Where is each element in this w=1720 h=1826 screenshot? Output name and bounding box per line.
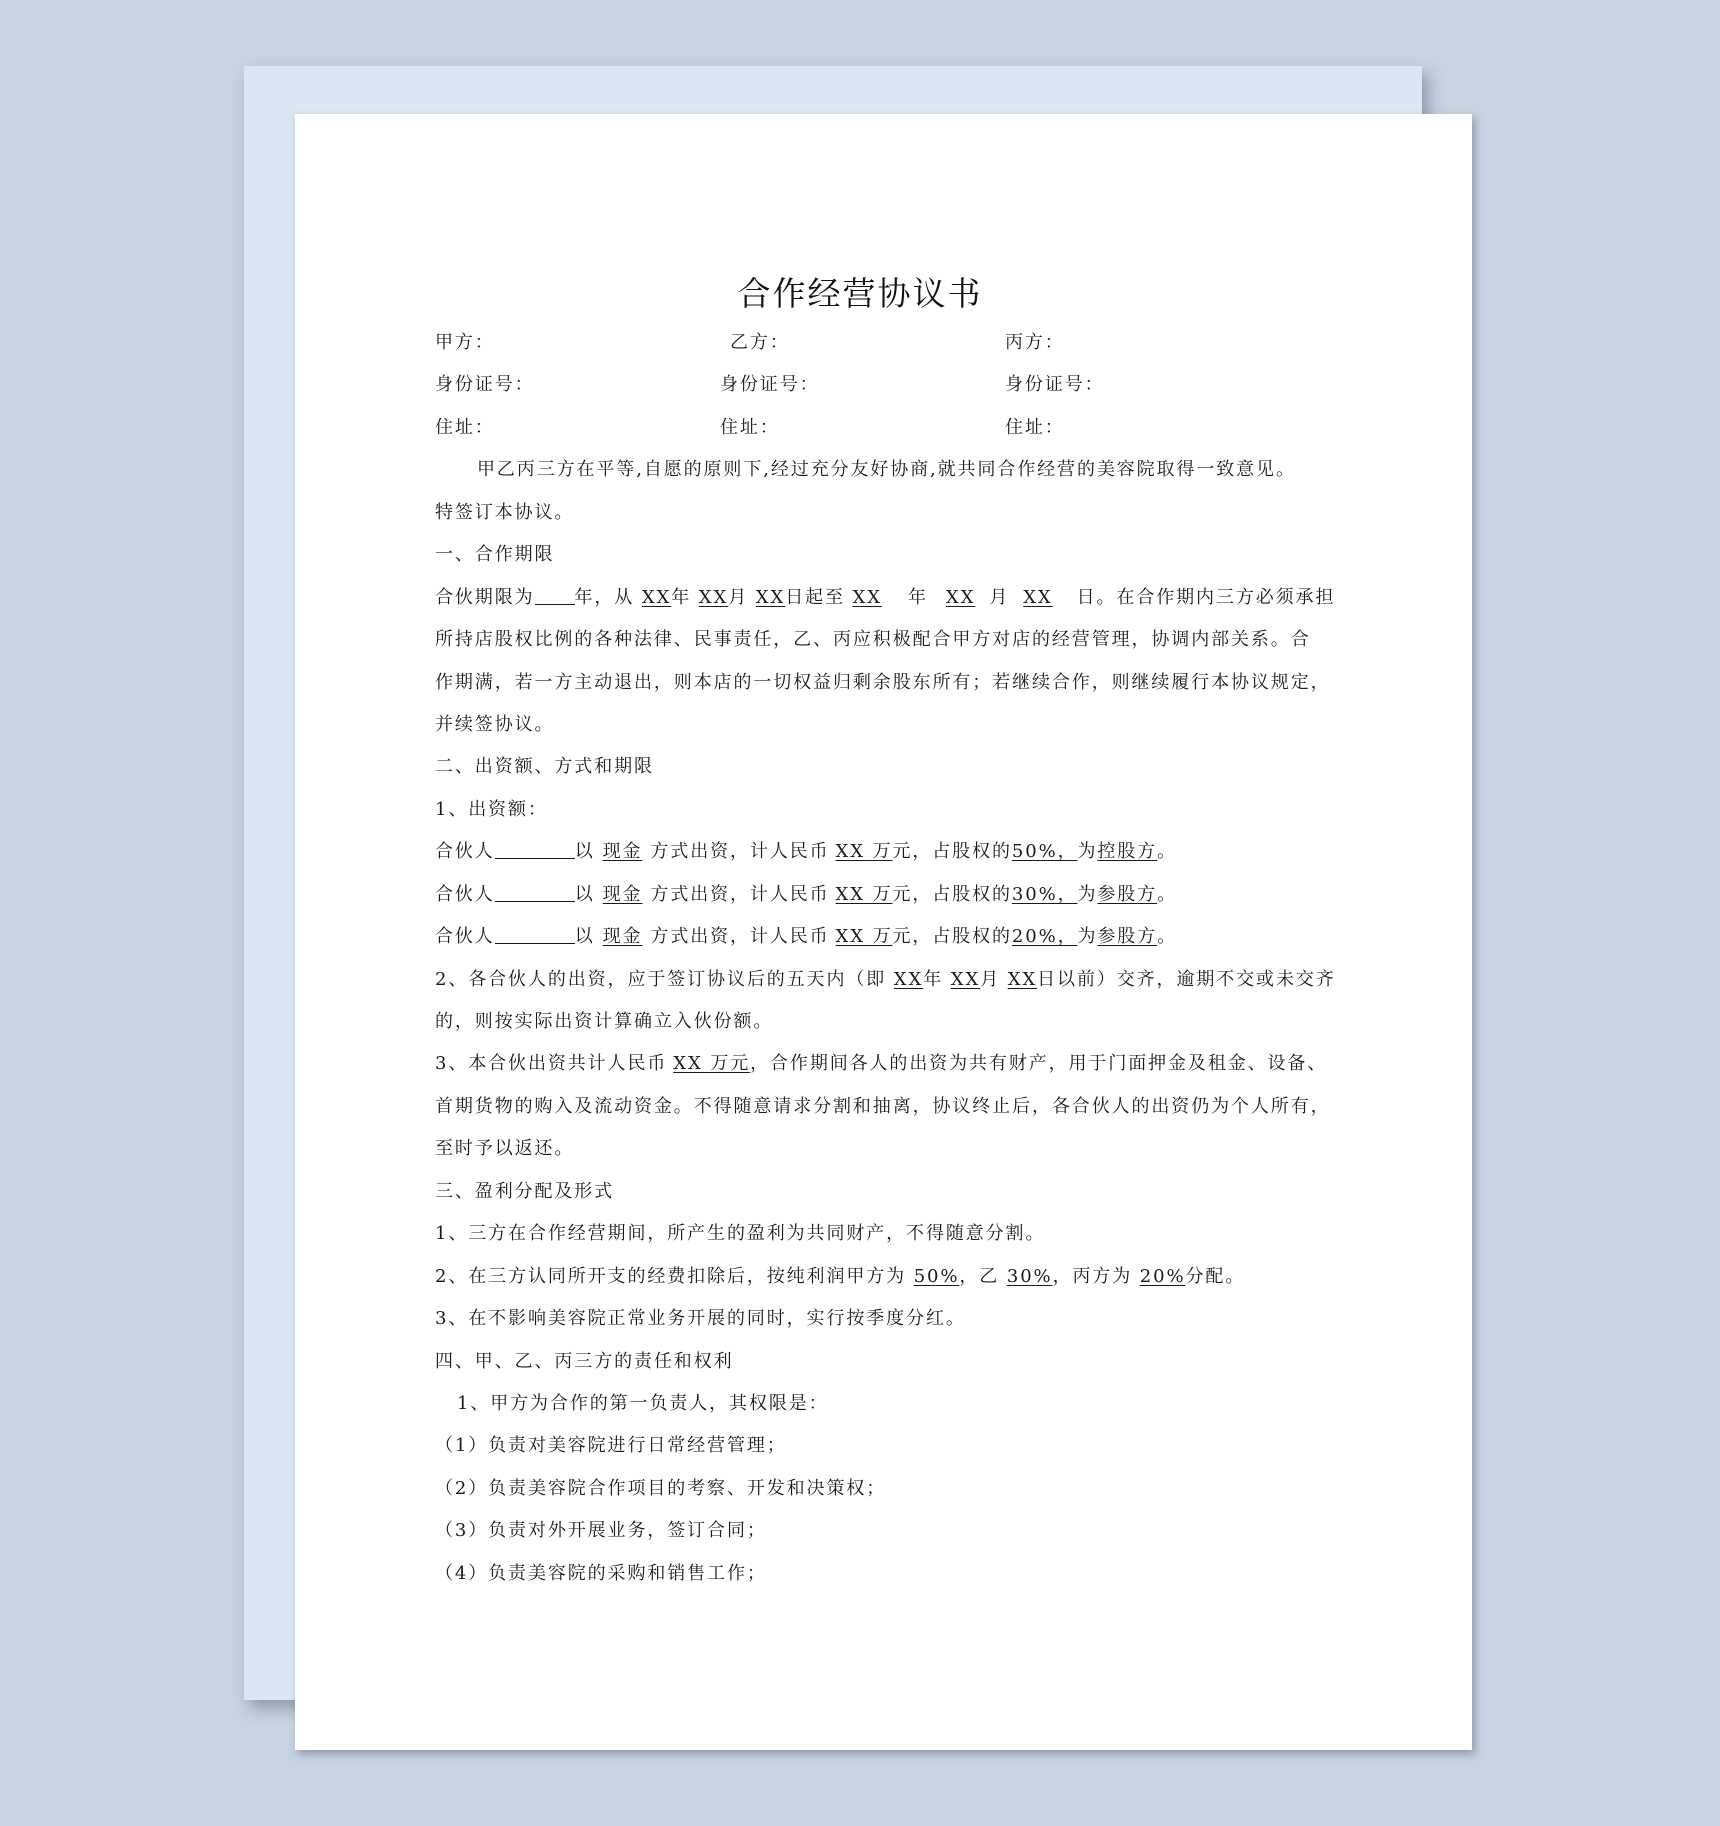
text-run: 年 [907,586,928,608]
text-run: 方式出资，计人民币 [650,841,830,863]
total-capital-paragraph-line: 至时予以返还。 [435,1138,575,1160]
term-paragraph-line: 并续签协议。 [435,713,555,735]
section-heading: 三、盈利分配及形式 [435,1180,615,1202]
responsibility-subheading: 1、甲方为合作的第一负责人，其权限是： [457,1392,829,1414]
contribution-amount: XX 万 [835,926,893,948]
equity-share: 30%， [1011,883,1078,905]
intro-paragraph-line: 甲乙丙三方在平等,自愿的原则下,经过充分友好协商,就共同合作经营的美容院取得一致意见。 [477,459,1296,481]
text-run: 分配。 [1185,1265,1246,1287]
party-c-label: 丙方： [1005,332,1065,353]
term-paragraph-line: 作期满，若一方主动退出，则本店的一切权益归剩余股东所有；若继续合作，则继续履行本协议规定， [435,671,1331,693]
contribution-method: 现金 [602,883,643,905]
text-run: 月 [980,968,1001,990]
partner-line [435,831,1335,873]
text-run: 为 [1077,926,1098,948]
text-run: 月 [728,586,749,608]
profit-item [435,1256,1335,1298]
text-run: 为 [1077,841,1098,863]
text-run: 元，占股权的 [892,883,1012,905]
contribution-amount: XX 万 [835,841,893,863]
term-paragraph-line [435,577,1335,619]
term-years-blank [535,582,575,605]
text-run: 2、各合伙人的出资，应于签订协议后的五天内（即 [435,968,887,990]
text-run: 方式出资，计人民币 [650,883,830,905]
deadline-day-placeholder: XX [1007,968,1038,990]
party-c-profit-share: 20% [1139,1265,1186,1287]
contribution-method: 现金 [602,841,643,863]
partner-role: 控股方 [1097,841,1158,863]
text-run: 为 [1077,883,1098,905]
start-day-placeholder: XX [755,586,786,608]
text-run: 合伙人 [435,926,495,948]
party-c-address-label: 住址： [1005,416,1065,438]
end-day-placeholder: XX [1023,586,1053,608]
text-run: 日。在合作期内三方必须承担 [1076,586,1336,608]
document-body [435,322,1335,1595]
text-run: 日起至 [785,586,845,608]
start-year-placeholder: XX [641,586,672,608]
responsibility-item: （1）负责对美容院进行日常经营管理； [435,1435,787,1457]
text-run: 月 [989,586,1010,608]
party-a-id-label: 身份证号： [435,374,535,396]
document-title: 合作经营协议书 [737,274,983,313]
start-month-placeholder: XX [698,586,729,608]
text-run: 元，占股权的 [892,841,1012,863]
text-run: ，丙方为 [1052,1265,1133,1287]
partner-role: 参股方 [1097,883,1158,905]
text-run: 年，从 [574,586,635,608]
text-run: 以 [574,841,595,863]
total-capital-amount: XX 万元 [673,1053,751,1075]
responsibility-item: （3）负责对外开展业务，签订合同； [435,1520,767,1542]
text-run: 合伙期限为 [435,586,535,608]
text-run: 合伙人 [435,841,495,863]
party-b-id-label: 身份证号： [720,374,820,396]
text-run: 年 [923,968,944,990]
responsibility-item: （2）负责美容院合作项目的考察、开发和决策权； [435,1477,887,1499]
text-run: 3、本合伙出资共计人民币 [435,1053,668,1075]
end-year-placeholder: XX [852,586,882,608]
text-run: 。 [1157,926,1178,948]
text-run: 元，占股权的 [892,926,1012,948]
partner-name-blank [495,879,575,902]
text-run: 2、在三方认同所开支的经费扣除后，按纯利润甲方为 [435,1265,907,1287]
partner-role: 参股方 [1097,926,1158,948]
text-run: ，乙 [959,1265,1000,1287]
subheading: 1、出资额： [435,798,548,820]
deadline-year-placeholder: XX [893,968,924,990]
partner-line [435,874,1335,916]
text-run: 年 [671,586,692,608]
section-heading: 二、出资额、方式和期限 [435,756,654,778]
responsibility-item: （4）负责美容院的采购和销售工作； [435,1562,767,1584]
text-run: 方式出资，计人民币 [650,926,830,948]
party-b-label: 乙方： [730,332,790,353]
end-month-placeholder: XX [945,586,976,608]
text-run: 合伙人 [435,883,495,905]
party-a-profit-share: 50% [913,1265,960,1287]
party-b-profit-share: 30% [1006,1265,1053,1287]
partner-name-blank [495,921,575,944]
profit-item: 3、在不影响美容院正常业务开展的同时，实行按季度分红。 [435,1308,966,1330]
intro-paragraph-line: 特签订本协议。 [435,501,575,523]
equity-share: 50%， [1011,841,1078,863]
equity-share: 20%， [1011,926,1078,948]
party-a-address-label: 住址： [435,416,495,438]
party-a-label: 甲方： [435,332,495,353]
party-b-address-label: 住址： [720,416,780,438]
text-run: 。 [1157,883,1178,905]
party-c-id-label: 身份证号： [1005,374,1105,396]
party-address-row [435,407,1335,449]
partner-line [435,916,1335,958]
text-run: ，合作期间各人的出资为共有财产，用于门面押金及租金、设备、 [750,1053,1328,1075]
contribution-amount: XX 万 [835,883,893,905]
term-paragraph-line: 所持店股权比例的各种法律、民事责任，乙、丙应积极配合甲方对店的经营管理，协调内部关系。合 [435,629,1311,651]
text-run: 日以前）交齐，逾期不交或未交齐 [1037,968,1336,990]
section-heading: 四、甲、乙、丙三方的责任和权利 [435,1350,734,1372]
party-names-row [435,322,1335,364]
contribution-method: 现金 [602,926,643,948]
deadline-paragraph-line [435,959,1335,1001]
text-run: 以 [574,926,595,948]
deadline-paragraph-line: 的，则按实际出资计算确立入伙份额。 [435,1011,774,1032]
total-capital-paragraph-line [435,1043,1335,1085]
partner-name-blank [495,836,575,859]
deadline-month-placeholder: XX [950,968,981,990]
profit-item: 1、三方在合作经营期间，所产生的盈利为共同财产，不得随意分割。 [435,1223,1046,1245]
section-heading: 一、合作期限 [435,544,555,566]
text-run: 以 [574,883,595,905]
total-capital-paragraph-line: 首期货物的购入及流动资金。不得随意请求分割和抽离，协议终止后，各合伙人的出资仍为个人所有， [435,1095,1331,1117]
text-run: 。 [1157,841,1178,863]
party-id-row [435,364,1335,406]
